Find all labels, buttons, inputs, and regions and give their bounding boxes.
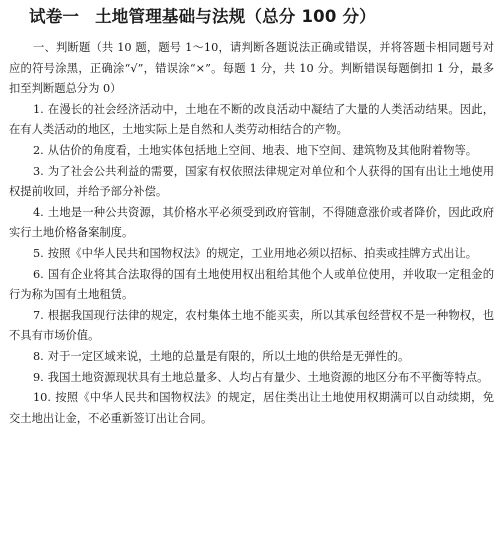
question-3 [9, 162, 494, 203]
section-heading: 一、判断题 [33, 41, 91, 54]
question-text: 为了社会公共利益的需要，国家有权依照法律规定对单位和个人获得的国有出让土地使用权提前收回，并给予部分补偿。 [9, 164, 494, 199]
question-number: 7. [33, 308, 44, 322]
question-number: 8. [33, 349, 44, 363]
question-number: 6. [33, 267, 44, 281]
paper-label: 试卷一 [29, 7, 80, 26]
question-6 [9, 265, 494, 306]
question-text: 在漫长的社会经济活动中，土地在不断的改良活动中凝结了大量的人类活动结果。因此，在有人类活动的地区，土地实际上是自然和人类劳动相结合的产物。 [9, 102, 494, 137]
question-number: 3. [33, 164, 44, 178]
question-10 [9, 388, 494, 429]
question-4 [9, 203, 494, 244]
question-text: 按照《中华人民共和国物权法》的规定，居住类出让土地使用权期满可以自动续期，免交土地出让金，不必重新签订出让合同。 [9, 391, 494, 425]
section-instructions-text: （共 10 题，题号 1～10，请判断各题说法正确或错误，并将答题卡相同题号对应的符号涂黑，正确涂“√”，错误涂“×”。每题 1 分，共 10 分。判断错误每题倒扣 1 分，最多扣至判断题总分为 0） [9, 41, 494, 96]
question-7 [9, 306, 494, 347]
question-5 [9, 244, 494, 265]
question-text: 从估价的角度看，土地实体包括地上空间、地表、地下空间、建筑物及其他附着物等。 [47, 143, 478, 157]
question-text: 国有企业将其合法取得的国有土地使用权出租给其他个人或单位使用，并收取一定租金的行为称为国有土地租赁。 [9, 267, 494, 302]
question-text: 我国土地资源现状具有土地总量多、人均占有量少、土地资源的地区分布不平衡等特点。 [47, 370, 489, 384]
page-title [9, 6, 494, 28]
question-number: 4. [33, 205, 44, 219]
section-instructions [9, 38, 494, 100]
question-1 [9, 100, 494, 141]
question-text: 按照《中华人民共和国物权法》的规定，工业用地必须以招标、拍卖或挂牌方式出让。 [47, 246, 478, 260]
question-9 [9, 368, 494, 389]
question-text: 对于一定区域来说，土地的总量是有限的，所以土地的供给是无弹性的。 [47, 349, 410, 363]
question-number: 5. [33, 246, 44, 260]
paper-subject-title: 土地管理基础与法规（总分 100 分） [95, 7, 376, 26]
question-text: 根据我国现行法律的规定，农村集体土地不能买卖，所以其承包经营权不是一种物权，也不具有市场价值。 [9, 308, 494, 343]
question-8 [9, 347, 494, 368]
question-number: 9. [33, 370, 44, 384]
question-number: 2. [33, 143, 44, 157]
question-number: 10. [33, 391, 51, 405]
question-2 [9, 141, 494, 162]
question-number: 1. [33, 102, 44, 116]
question-text: 土地是一种公共资源，其价格水平必须受到政府管制，不得随意涨价或者降价，因此政府实行土地价格备案制度。 [9, 205, 494, 240]
